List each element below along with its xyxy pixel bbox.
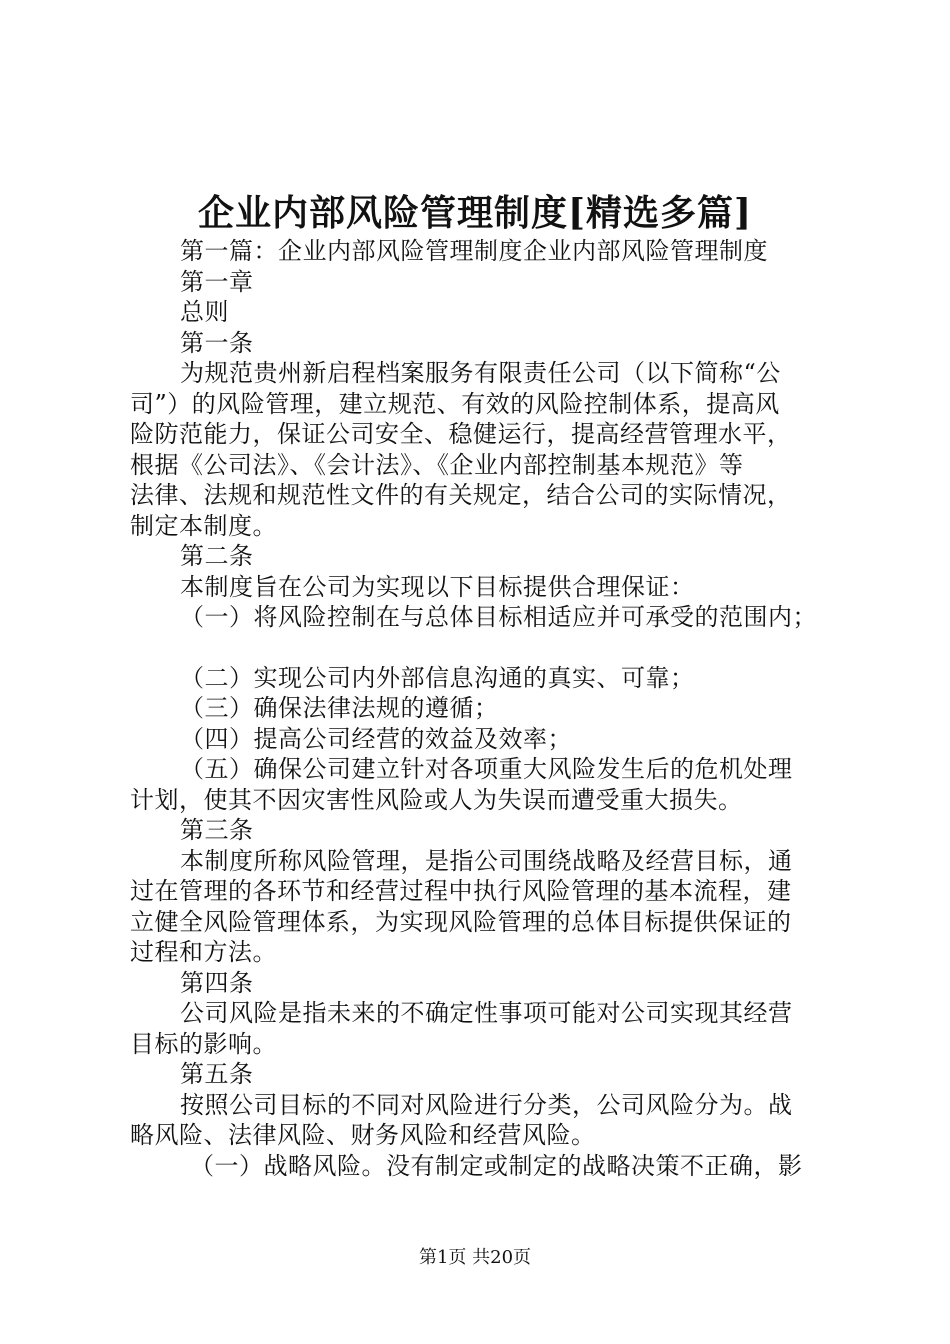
paragraph-line: 司”）的风险管理，建立规范、有效的风险控制体系，提高风: [130, 389, 780, 418]
list-item: （一）战略风险。没有制定或制定的战略决策不正确，影: [190, 1151, 803, 1180]
paragraph-line: 制定本制度。: [130, 511, 277, 540]
paragraph-line: 过在管理的各环节和经营过程中执行风险管理的基本流程，建: [130, 877, 792, 905]
paragraph-line: 根据《公司法》、《会计法》、《企业内部控制基本规范》等: [130, 450, 744, 479]
list-item: （二）实现公司内外部信息沟通的真实、可靠；: [180, 663, 695, 692]
document-body: [130, 236, 830, 1181]
paragraph-line: 过程和方法。: [130, 938, 277, 966]
paragraph-line: 公司风险是指未来的不确定性事项可能对公司实现其经营: [180, 999, 793, 1027]
paragraph-line: 目标的影响。: [130, 1029, 277, 1058]
list-item: （一）将风险控制在与总体目标相适应并可承受的范围内；: [180, 603, 817, 631]
blank-line: [130, 633, 830, 663]
chapter-heading: 第一篇：企业内部风险管理制度企业内部风险管理制度: [180, 237, 768, 265]
paragraph-line: 按照公司目标的不同对风险进行分类，公司风险分为。战: [180, 1090, 793, 1119]
list-item: （三）确保法律法规的遵循；: [180, 694, 499, 722]
section-heading: 第一章: [180, 267, 254, 296]
article-heading: 第三条: [180, 816, 254, 844]
section-heading: 总则: [180, 298, 229, 326]
article-heading: 第一条: [180, 328, 254, 357]
paragraph-line: 为规范贵州新启程档案服务有限责任公司（以下简称“公: [180, 359, 781, 387]
paragraph-line: 本制度所称风险管理，是指公司围绕战略及经营目标，通: [180, 846, 793, 875]
paragraph-line: 计划，使其不因灾害性风险或人为失误而遭受重大损失。: [130, 785, 743, 814]
paragraph-line: 本制度旨在公司为实现以下目标提供合理保证：: [180, 572, 695, 601]
paragraph-line: 立健全风险管理体系，为实现风险管理的总体目标提供保证的: [130, 907, 792, 936]
article-heading: 第四条: [180, 968, 254, 997]
article-heading: 第二条: [180, 542, 254, 570]
paragraph-line: 险防范能力，保证公司安全、稳健运行，提高经营管理水平，: [130, 420, 792, 448]
paragraph-line: 法律、法规和规范性文件的有关规定，结合公司的实际情况，: [130, 481, 792, 509]
paragraph-line: 略风险、法律风险、财务风险和经营风险。: [130, 1121, 596, 1149]
document-title: 企业内部风险管理制度[精选多篇]: [197, 192, 753, 234]
article-heading: 第五条: [180, 1060, 254, 1088]
list-item: （五）确保公司建立针对各项重大风险发生后的危机处理: [180, 755, 793, 783]
list-item: （四）提高公司经营的效益及效率；: [180, 724, 572, 753]
page-footer: 第1页 共20页: [418, 1247, 532, 1268]
